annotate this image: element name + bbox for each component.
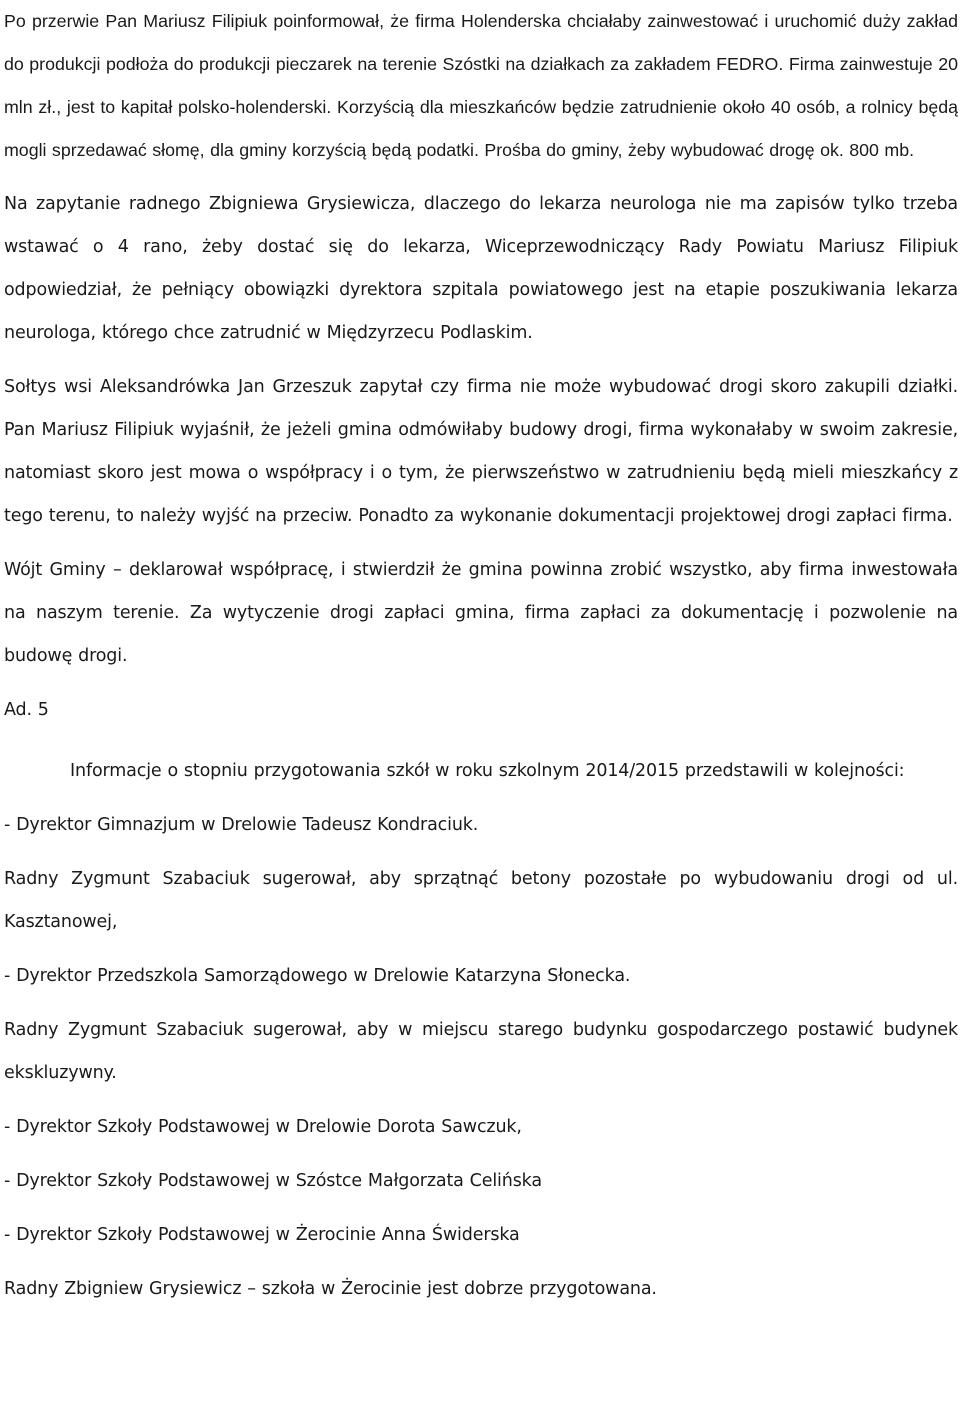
paragraph-mayor-declaration: Wójt Gminy – deklarował współpracę, i stwierdził że gmina powinna zrobić wszystko, aby firma inwestowała na naszym terenie. Za wytyczenie drogi zapłaci gmina, firma zapłaci za dokumentację i pozwolenie na budowę drogi. [4, 560, 958, 666]
list-item: - Dyrektor Szkoły Podstawowej w Żerocinie Anna Świderska [4, 1225, 520, 1245]
list-item: Radny Zbigniew Grysiewicz – szkoła w Żerocinie jest dobrze przygotowana. [4, 1279, 657, 1299]
agenda-item-heading: Ad. 5 [4, 700, 49, 720]
paragraph-road-question: Sołtys wsi Aleksandrówka Jan Grzeszuk zapytał czy firma nie może wybudować drogi skoro zakupili działki. Pan Mariusz Filipiuk wyjaśnił, że jeżeli gmina odmówiłaby budowy drogi, firma wykonałaby w swoim zakresie, natomiast skoro jest mowa o współpracy i o tym, że pierwszeństwo w zatrudnieniu będą mieli mieszkańcy z tego terenu, to należy wyjść na przeciw. Ponadto za wykonanie dokumentacji projektowej drogi zapłaci firma. [4, 377, 958, 526]
list-item: - Dyrektor Przedszkola Samorządowego w Drelowie Katarzyna Słonecka. [4, 966, 631, 986]
paragraph-neurologist: Na zapytanie radnego Zbigniewa Grysiewicza, dlaczego do lekarza neurologa nie ma zapisów tylko trzeba wstawać o 4 rano, żeby dostać się do lekarza, Wiceprzewodniczący Rady Powiatu Mariusz Filipiuk odpowiedział, że pełniący obowiązki dyrektora szpitala powiatowego jest na etapie poszukiwania lekarza neurologa, którego chce zatrudnić w Międzyrzecu Podlaskim. [4, 194, 958, 343]
list-item: Radny Zygmunt Szabaciuk sugerował, aby sprzątnąć betony pozostałe po wybudowaniu drogi od ul. Kasztanowej, [4, 869, 958, 932]
document-page [4, 0, 958, 1322]
list-item: Radny Zygmunt Szabaciuk sugerował, aby w miejscu starego budynku gospodarczego postawić budynek ekskluzywny. [4, 1020, 958, 1083]
list-item: - Dyrektor Szkoły Podstawowej w Szóstce Małgorzata Celińska [4, 1171, 542, 1191]
agenda-intro: Informacje o stopniu przygotowania szkół w roku szkolnym 2014/2015 przedstawili w kolejności: [70, 761, 905, 781]
paragraph-investment: Po przerwie Pan Mariusz Filipiuk poinformował, że firma Holenderska chciałaby zainwestować i uruchomić duży zakład do produkcji podłoża do produkcji pieczarek na terenie Szóstki na działkach za zakładem FEDRO. Firma zainwestuje 20 mln zł., jest to kapitał polsko-holenderski. Korzyścią dla mieszkańców będzie zatrudnienie około 40 osób, a rolnicy będą mogli sprzedawać słomę, dla gminy korzyścią będą podatki. Prośba do gminy, żeby wybudować drogę ok. 800 mb. [4, 11, 958, 160]
list-item: - Dyrektor Gimnazjum w Drelowie Tadeusz Kondraciuk. [4, 815, 479, 835]
list-item: - Dyrektor Szkoły Podstawowej w Drelowie Dorota Sawczuk, [4, 1117, 522, 1137]
